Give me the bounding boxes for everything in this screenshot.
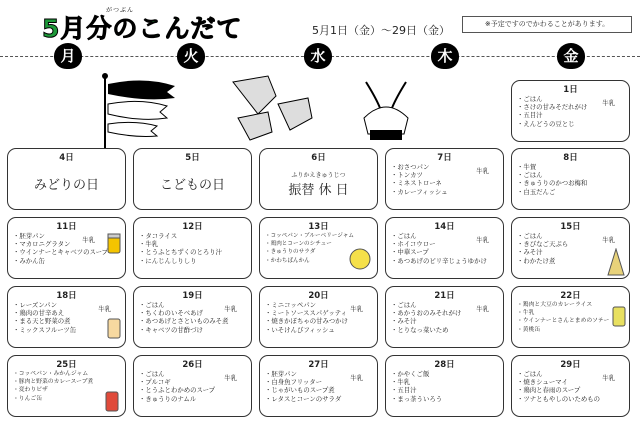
day-cell-13 [259,217,378,279]
menu-item: ・コッペパン・ブルーベリージャム [265,233,354,239]
menu-item: ・黄桃缶 [517,326,541,333]
menu-item: ・かわちばんかん [265,257,310,264]
peach-can-icon [612,305,626,327]
menu-item: ・ミックスフルーツ缶 [13,325,77,334]
holiday-name: みどりの日 [33,178,99,193]
menu-item: ・牛乳 [391,378,411,387]
menu-item: ・ミートソーススパゲッティ [265,309,347,318]
day-cell-19 [133,286,252,348]
menu-item: ・とうふとわかめのスープ [139,386,216,395]
menu-item: ・かやくご飯 [391,370,430,378]
menu-item: ・中華スープ [391,248,429,257]
menu-item: ・胚芽パン [13,232,45,240]
title-ruby: がつぶん [106,7,135,14]
milk-label: 牛乳 [476,236,489,244]
menu-list [265,301,373,334]
menu-item: ・ちくわのいそべあげ [139,309,203,318]
menu-item: ・変わりピザ [13,387,48,394]
milk-label: 牛乳 [602,236,615,244]
menu-item: ・白玉だんご [517,187,556,196]
menu-item: ・タコライス [139,232,178,240]
milk-label: 牛乳 [602,374,615,382]
day-number: 12日 [182,222,203,232]
menu-item: ・おさつパン [391,163,430,171]
day-number: 27日 [308,360,329,370]
milk-label: 牛乳 [476,167,489,175]
day-cell-15 [511,217,630,279]
day-cell-29 [511,355,630,417]
menu-item: ・焼きかぼちゃの甘みつかけ [265,317,348,326]
menu-item: ・五目汁 [517,111,543,120]
day-number: 21日 [434,291,455,301]
day-cell-6 [259,148,378,210]
menu-item: ・ごはん [139,301,165,309]
menu-item: ・きゅうりのかつお梅和 [517,179,588,188]
menu-item: ・牛賀 [517,163,537,171]
menu-item: ・鶏肉と大豆のカレーライス [517,302,593,308]
weekday-fri: 金 [557,43,585,69]
menu-item: ・あかうおのみそれがけ [391,309,462,318]
menu-item: ・五目汁 [391,386,417,395]
menu-item: ・じゃがいものスープ煮 [265,386,335,395]
day-number: 20日 [308,291,329,301]
apple-can-icon [105,390,119,412]
menu-list [517,163,625,196]
fruit-can-icon [107,317,121,339]
holiday-ruby: ふりかえきゅうじつ [291,172,346,179]
menu-list [13,232,121,265]
menu-list [391,163,499,196]
day-number: 1日 [563,85,578,95]
day-cell-25 [7,355,126,417]
day-number: 28日 [434,360,455,370]
day-number: 25日 [56,360,77,370]
date-range: 5月1日（金）～29日（金） [312,24,450,37]
menu-item: ・りんご缶 [13,395,42,402]
day-cell-21 [385,286,504,348]
menu-item: ・豚肉と野菜のカレースープ煮 [13,379,94,386]
menu-item: ・にんじんしりしり [139,256,197,265]
menu-item: ・さけの甘みそだれがけ [517,103,588,112]
day-number: 6日 [311,153,326,163]
menu-item: ・とうふとちずくのとろり汁 [139,248,223,257]
menu-item: ・鶏肉の甘辛あえ [13,309,65,318]
menu-item: ・トンカツ [391,171,423,180]
milk-label: 牛乳 [224,374,237,382]
weekday-header [0,40,640,74]
menu-list [517,95,625,128]
menu-list [391,370,499,403]
milk-label: 牛乳 [82,236,95,244]
day-number: 29日 [560,360,581,370]
menu-item: ・白身魚フリッター [265,378,323,387]
menu-item: ・マカロニグラタン [13,240,71,249]
milk-label: 牛乳 [224,305,237,313]
menu-item: ・ごはん [517,95,543,103]
menu-item: ・キャベツの甘酢づけ [139,325,203,334]
day-number: 8日 [563,153,578,163]
menu-item: ・プルコギ [139,378,171,387]
menu-item: ・ごはん [517,370,543,378]
menu-item: ・あつあげのピリ辛じょうゆかけ [391,256,487,265]
day-number: 22日 [560,291,581,301]
milk-label: 牛乳 [602,99,615,107]
menu-list [517,301,625,334]
menu-item: ・ごはん [391,232,417,240]
day-cell-8 [511,148,630,210]
day-cell-28 [385,355,504,417]
menu-item: ・まる天と野菜の煮 [13,317,71,326]
menu-list [391,232,499,265]
menu-item: ・きびなご天ぷら [517,240,569,249]
menu-list [391,301,499,334]
menu-item: ・いそけんびフィッシュ [265,325,335,334]
bamboo-shoot-icon [607,248,625,276]
menu-item: ・牛乳 [517,310,535,317]
day-number: 11日 [56,222,77,232]
weekday-tue: 火 [177,43,205,69]
menu-item: ・みそ汁 [391,317,417,326]
day-cell-11 [7,217,126,279]
menu-item: ・レーズンパン [13,301,57,309]
day-number: 13日 [308,222,329,232]
menu-list [139,370,247,403]
weekday-thu: 木 [431,43,459,69]
day-number: 26日 [182,360,203,370]
day-cell-20 [259,286,378,348]
menu-item: ・えんどうの豆とじ [517,119,575,128]
menu-item: ・レタスとコーンのサラダ [265,394,342,403]
menu-item: ・ウインナーとさんとまめのソテー [517,318,610,325]
weekday-mon: 月 [54,43,82,69]
day-cell-1 [511,80,630,142]
citrus-fruit-icon [349,248,371,270]
menu-item: ・ごはん [517,171,543,180]
menu-item: ・ごはん [139,370,165,378]
day-cell-12 [133,217,252,279]
day-number: 4日 [59,153,74,163]
milk-label: 牛乳 [350,305,363,313]
day-number: 19日 [182,291,203,301]
holiday-name: こどもの日 [159,178,225,193]
menu-item: ・ごはん [517,232,543,240]
milk-label: 牛乳 [98,305,111,313]
milk-label: 牛乳 [476,305,489,313]
menu-item: ・みかん缶 [13,256,45,265]
day-number: 7日 [437,153,452,163]
day-number: 15日 [560,222,581,232]
menu-list [517,370,625,403]
page-title: 5月分のこんだて [42,14,243,43]
menu-item: ・ミネストローネ [391,179,442,188]
menu-list [139,232,247,265]
menu-item: ・ツナともやしのいためもの [517,394,601,403]
menu-item: ・カレーフィッシュ [391,187,448,196]
menu-item: ・みそ汁 [517,248,543,257]
kabuto-origami-icon [228,74,338,144]
menu-item: ・あつあげとさといものみそ煮 [139,317,229,326]
day-cell-14 [385,217,504,279]
day-cell-18 [7,286,126,348]
day-cell-22 [511,286,630,348]
menu-item: ・鶏肉とコーンのシチュー [265,241,332,248]
menu-list [139,301,247,334]
menu-item: ・わかたけ煮 [517,256,556,265]
menu-item: ・きゅうりのナムル [139,394,197,403]
day-cell-7 [385,148,504,210]
menu-list [13,301,121,334]
day-cell-26 [133,355,252,417]
day-number: 5日 [185,153,200,163]
koinobori-icon [95,72,185,150]
menu-item: ・コッペパン・みかんジャム [13,371,89,377]
day-cell-27 [259,355,378,417]
holiday-name: 振替 休 日 [288,183,349,198]
menu-item: ・まっ茶ういろう [391,394,443,403]
menu-item: ・ごはん [391,301,417,309]
samurai-helmet-icon [358,78,414,144]
menu-item: ・ミニコッペパン [265,301,316,309]
weekday-wed: 水 [304,43,332,69]
menu-item: ・ウインナーとキャベツのスープ [13,248,109,257]
day-cell-4 [7,148,126,210]
menu-item: ・焼きシューマイ [517,378,568,387]
menu-list [265,370,373,403]
menu-item: ・とりなっ菜いため [391,325,449,334]
day-number: 18日 [56,291,77,301]
menu-item: ・鶏肉と春雨のスープ [517,386,581,395]
menu-item: ・ホイコウロー [391,240,436,249]
menu-item: ・胚芽パン [265,370,297,378]
menu-item: ・きゅうりのサラダ [265,249,316,256]
day-number: 14日 [434,222,455,232]
day-cell-5 [133,148,252,210]
menu-item: ・牛乳 [139,240,159,249]
milk-label: 牛乳 [350,374,363,382]
schedule-note: ※予定ですのでかわることがあります。 [462,16,632,33]
juice-can-icon [107,232,121,254]
